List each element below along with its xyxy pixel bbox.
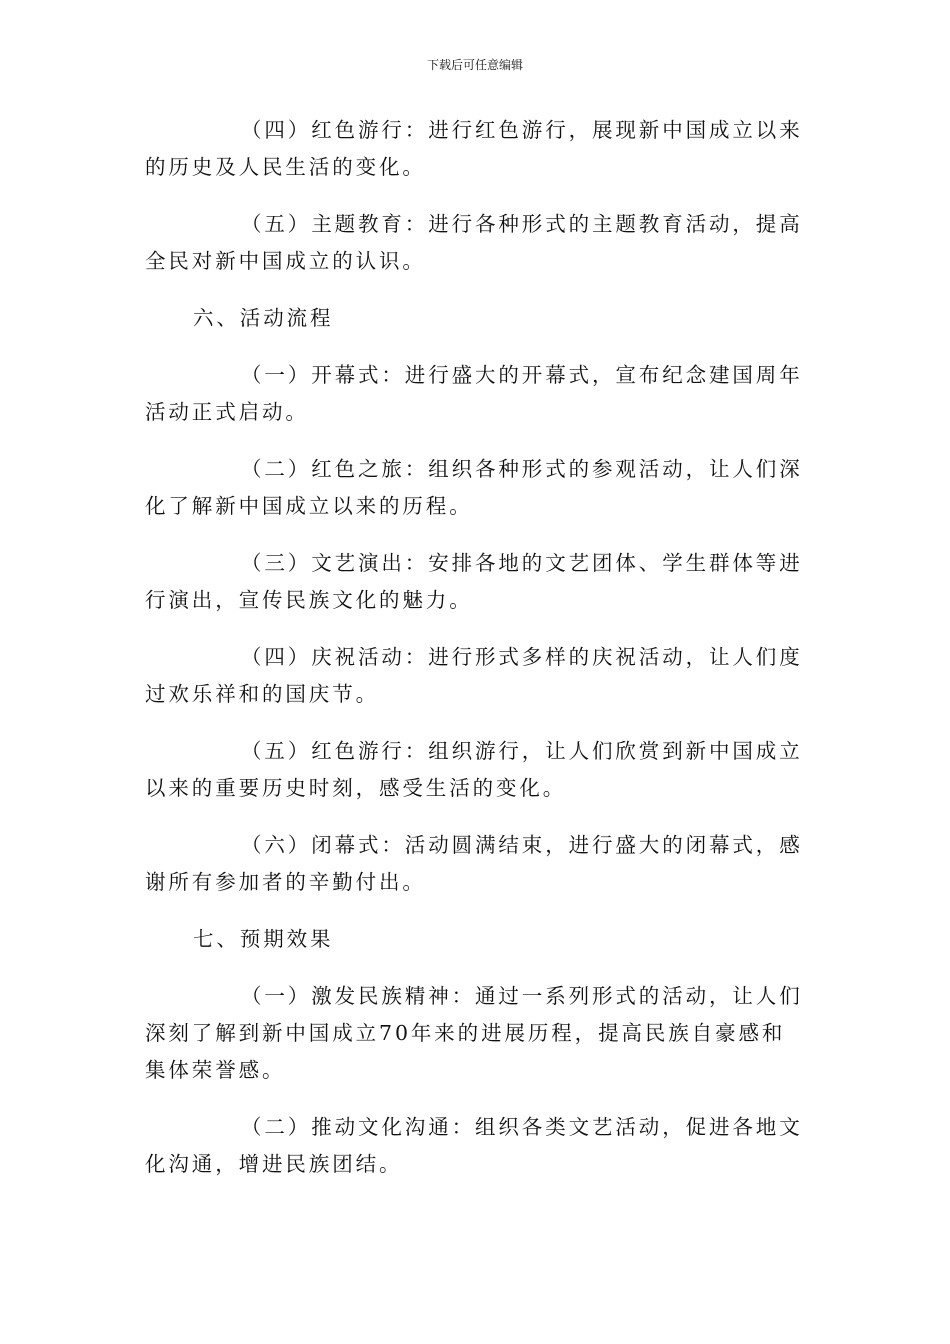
paragraph: （四）庆祝活动：进行形式多样的庆祝活动，让人们度过欢乐祥和的国庆节。 — [145, 645, 803, 706]
paragraph: （二）红色之旅：组织各种形式的参观活动，让人们深化了解新中国成立以来的历程。 — [145, 457, 803, 518]
section-heading: 七、预期效果 — [193, 927, 334, 951]
paragraph: （一）激发民族精神：通过一系列形式的活动，让人们深刻了解到新中国成立70年来的进展历程，提高民族自豪感和集体荣誉感。 — [145, 984, 803, 1082]
document-body — [145, 112, 805, 1203]
paragraph: （一）开幕式：进行盛大的开幕式，宣布纪念建国周年活动正式启动。 — [145, 363, 803, 424]
section-heading: 六、活动流程 — [193, 306, 334, 330]
page-header: 下载后可任意编辑 — [426, 58, 523, 72]
paragraph: （四）红色游行：进行红色游行，展现新中国成立以来的历史及人民生活的变化。 — [145, 118, 803, 179]
paragraph: （六）闭幕式：活动圆满结束，进行盛大的闭幕式，感谢所有参加者的辛勤付出。 — [145, 833, 803, 894]
paragraph: （五）主题教育：进行各种形式的主题教育活动，提高全民对新中国成立的认识。 — [145, 212, 803, 273]
paragraph: （三）文艺演出：安排各地的文艺团体、学生群体等进行演出，宣传民族文化的魅力。 — [145, 551, 803, 612]
paragraph: （二）推动文化沟通：组织各类文艺活动，促进各地文化沟通，增进民族团结。 — [145, 1115, 803, 1176]
paragraph: （五）红色游行：组织游行，让人们欣赏到新中国成立以来的重要历史时刻，感受生活的变化。 — [145, 739, 803, 800]
